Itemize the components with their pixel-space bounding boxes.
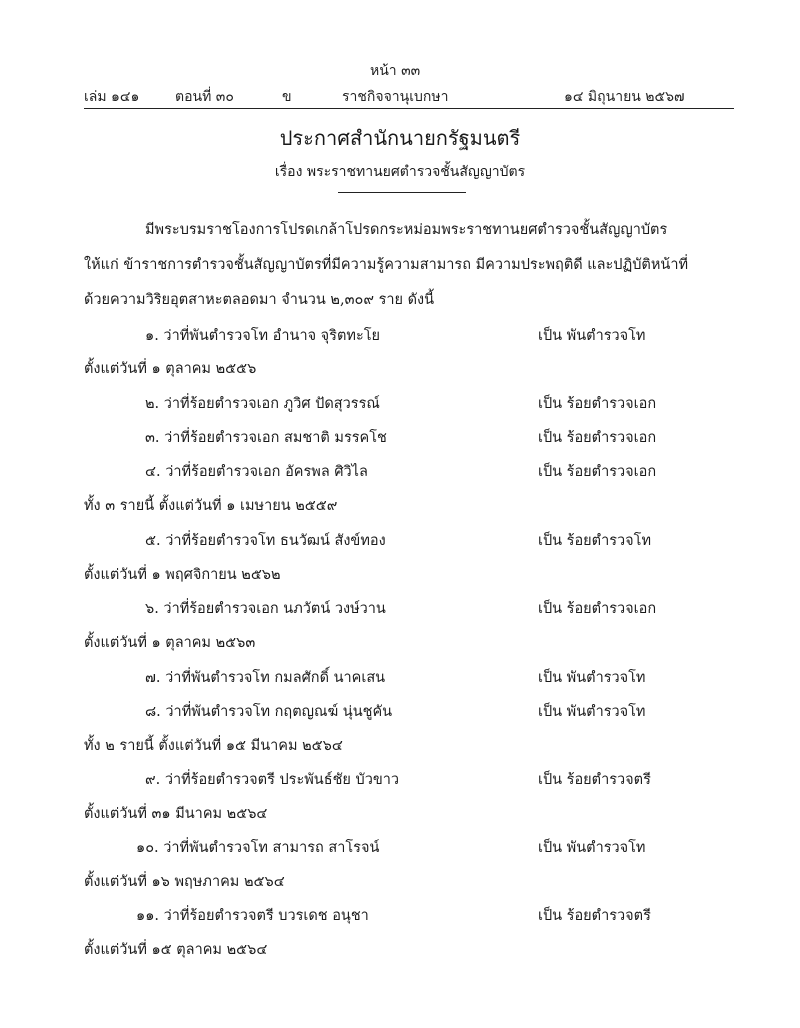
rank-label: เป็น ร้อยตำรวจเอก xyxy=(538,464,657,480)
gazette-date: ๑๔ มิถุนายน ๒๕๖๗ xyxy=(564,89,685,105)
intro-line: ให้แก่ ข้าราชการตำรวจชั้นสัญญาบัตรที่มีความรู้ความสามารถ มีความประพฤติดี และปฏิบัติหน้าที่ xyxy=(84,257,689,273)
list-item: ๒. ว่าที่ร้อยตำรวจเอก ภูวิศ ปัดสุวรรณ์ xyxy=(145,396,380,412)
effective-date: ตั้งแต่วันที่ ๑ พฤศจิกายน ๒๕๖๒ xyxy=(84,567,281,583)
rank-label: เป็น ร้อยตำรวจโท xyxy=(538,533,652,549)
effective-date: ตั้งแต่วันที่ ๑๕ ตุลาคม ๒๕๖๔ xyxy=(84,942,268,958)
list-item: ๕. ว่าที่ร้อยตำรวจโท ธนวัฒน์ สังข์ทอง xyxy=(145,533,386,549)
effective-date: ตั้งแต่วันที่ ๑ ตุลาคม ๒๕๖๓ xyxy=(84,635,256,651)
list-item: ๑๐. ว่าที่พันตำรวจโท สามารถ สาโรจน์ xyxy=(136,840,380,856)
intro-line: มีพระบรมราชโองการโปรดเกล้าโปรดกระหม่อมพระราชทานยศตำรวจชั้นสัญญาบัตร xyxy=(145,222,668,238)
rank-label: เป็น ร้อยตำรวจเอก xyxy=(538,601,657,617)
rank-label: เป็น ร้อยตำรวจตรี xyxy=(538,772,651,788)
effective-date: ตั้งแต่วันที่ ๑๖ พฤษภาคม ๒๕๖๔ xyxy=(84,874,285,890)
intro-line: ด้วยความวิริยอุตสาหะตลอดมา จำนวน ๒,๓๐๙ ราย ดังนี้ xyxy=(84,292,435,308)
list-item: ๙. ว่าที่ร้อยตำรวจตรี ประพันธ์ชัย บัวขาว xyxy=(145,772,400,788)
list-item: ๑. ว่าที่พันตำรวจโท อำนาจ จุริตทะโย xyxy=(145,328,381,344)
effective-date: ตั้งแต่วันที่ ๓๑ มีนาคม ๒๕๖๔ xyxy=(84,806,268,822)
list-item: ๗. ว่าที่พันตำรวจโท กมลศักดิ์ นาคเสน xyxy=(145,670,386,686)
effective-date: ทั้ง ๒ รายนี้ ตั้งแต่วันที่ ๑๕ มีนาคม ๒๕๖๔ xyxy=(84,738,343,754)
title-divider xyxy=(338,192,466,193)
page-number: หน้า ๓๓ xyxy=(370,63,421,79)
announcement-subject: เรื่อง พระราชทานยศตำรวจชั้นสัญญาบัตร xyxy=(274,164,526,180)
gazette-name: ราชกิจจานุเบกษา xyxy=(342,89,449,105)
list-item: ๘. ว่าที่พันตำรวจโท กฤตญณฆ์ นุ่นชูคัน xyxy=(145,704,393,720)
kind-label: ข xyxy=(282,89,292,105)
effective-date: ทั้ง ๓ รายนี้ ตั้งแต่วันที่ ๑ เมษายน ๒๕๕๙ xyxy=(84,498,338,514)
rank-label: เป็น ร้อยตำรวจเอก xyxy=(538,430,657,446)
rank-label: เป็น พันตำรวจโท xyxy=(538,328,646,344)
rank-label: เป็น ร้อยตำรวจตรี xyxy=(538,908,651,924)
list-item: ๑๑. ว่าที่ร้อยตำรวจตรี บวรเดช อนุชา xyxy=(136,908,369,924)
list-item: ๖. ว่าที่ร้อยตำรวจเอก นภวัตน์ วงษ์วาน xyxy=(145,601,386,617)
rank-label: เป็น พันตำรวจโท xyxy=(538,840,646,856)
rank-label: เป็น ร้อยตำรวจเอก xyxy=(538,396,657,412)
section-label: ตอนที่ ๓๐ xyxy=(175,89,234,105)
announcement-title: ประกาศสำนักนายกรัฐมนตรี xyxy=(279,126,521,150)
effective-date: ตั้งแต่วันที่ ๑ ตุลาคม ๒๕๕๖ xyxy=(84,361,257,377)
rank-label: เป็น พันตำรวจโท xyxy=(538,670,646,686)
header-rule xyxy=(84,108,734,109)
list-item: ๔. ว่าที่ร้อยตำรวจเอก อัครพล ศิวิไล xyxy=(145,464,368,480)
volume-label: เล่ม ๑๔๑ xyxy=(84,89,140,105)
rank-label: เป็น พันตำรวจโท xyxy=(538,704,646,720)
list-item: ๓. ว่าที่ร้อยตำรวจเอก สมชาติ มรรคโช xyxy=(145,430,387,446)
